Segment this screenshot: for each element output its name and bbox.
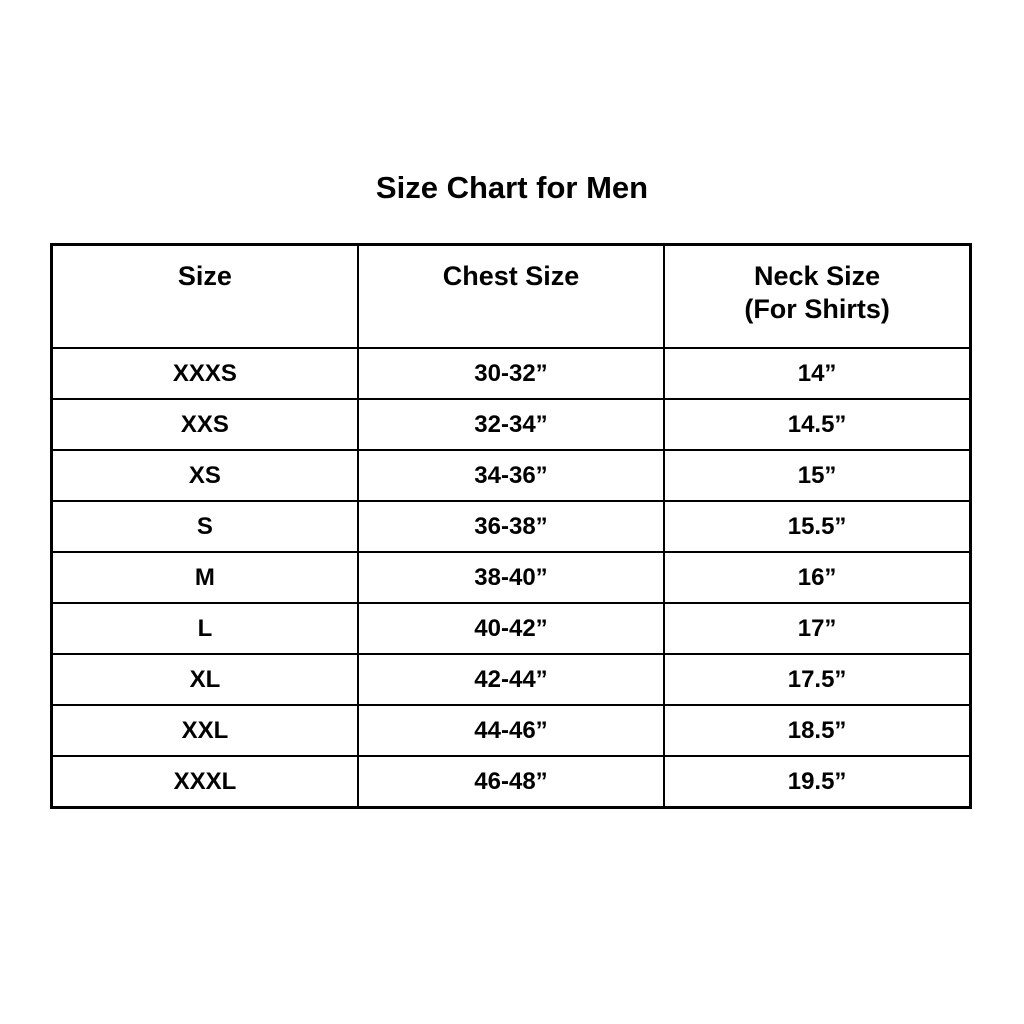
cell-chest: 44-46” [358,705,664,756]
cell-chest: 34-36” [358,450,664,501]
header-row [52,245,971,349]
header-chest-label: Chest Size [442,261,580,291]
cell-chest: 46-48” [358,756,664,808]
page-title: Size Chart for Men [375,170,649,205]
header-size-label: Size [177,261,232,291]
cell-neck: 14” [664,348,970,399]
cell-chest: 32-34” [358,399,664,450]
cell-chest: 42-44” [358,654,664,705]
cell-size: XXXS [52,348,358,399]
cell-neck: 17” [664,603,970,654]
cell-chest: 38-40” [358,552,664,603]
table-row [52,399,971,450]
table-row [52,501,971,552]
cell-size: XXXL [52,756,358,808]
cell-size: L [52,603,358,654]
header-neck-label: Neck Size [754,261,881,291]
table-row [52,756,971,808]
table-row [52,348,971,399]
cell-chest: 36-38” [358,501,664,552]
table-row [52,705,971,756]
cell-size: S [52,501,358,552]
header-size [52,245,358,349]
cell-neck: 15” [664,450,970,501]
header-neck-sublabel: (For Shirts) [744,294,890,324]
cell-neck: 17.5” [664,654,970,705]
table-row [52,603,971,654]
table-row [52,552,971,603]
table-row [52,450,971,501]
cell-neck: 19.5” [664,756,970,808]
cell-neck: 14.5” [664,399,970,450]
cell-size: XS [52,450,358,501]
cell-size: XL [52,654,358,705]
header-chest [358,245,664,349]
cell-neck: 18.5” [664,705,970,756]
cell-size: XXL [52,705,358,756]
cell-chest: 30-32” [358,348,664,399]
cell-size: M [52,552,358,603]
cell-chest: 40-42” [358,603,664,654]
cell-size: XXS [52,399,358,450]
header-neck [664,245,970,349]
size-chart-table [50,243,972,809]
cell-neck: 16” [664,552,970,603]
cell-neck: 15.5” [664,501,970,552]
table-row [52,654,971,705]
